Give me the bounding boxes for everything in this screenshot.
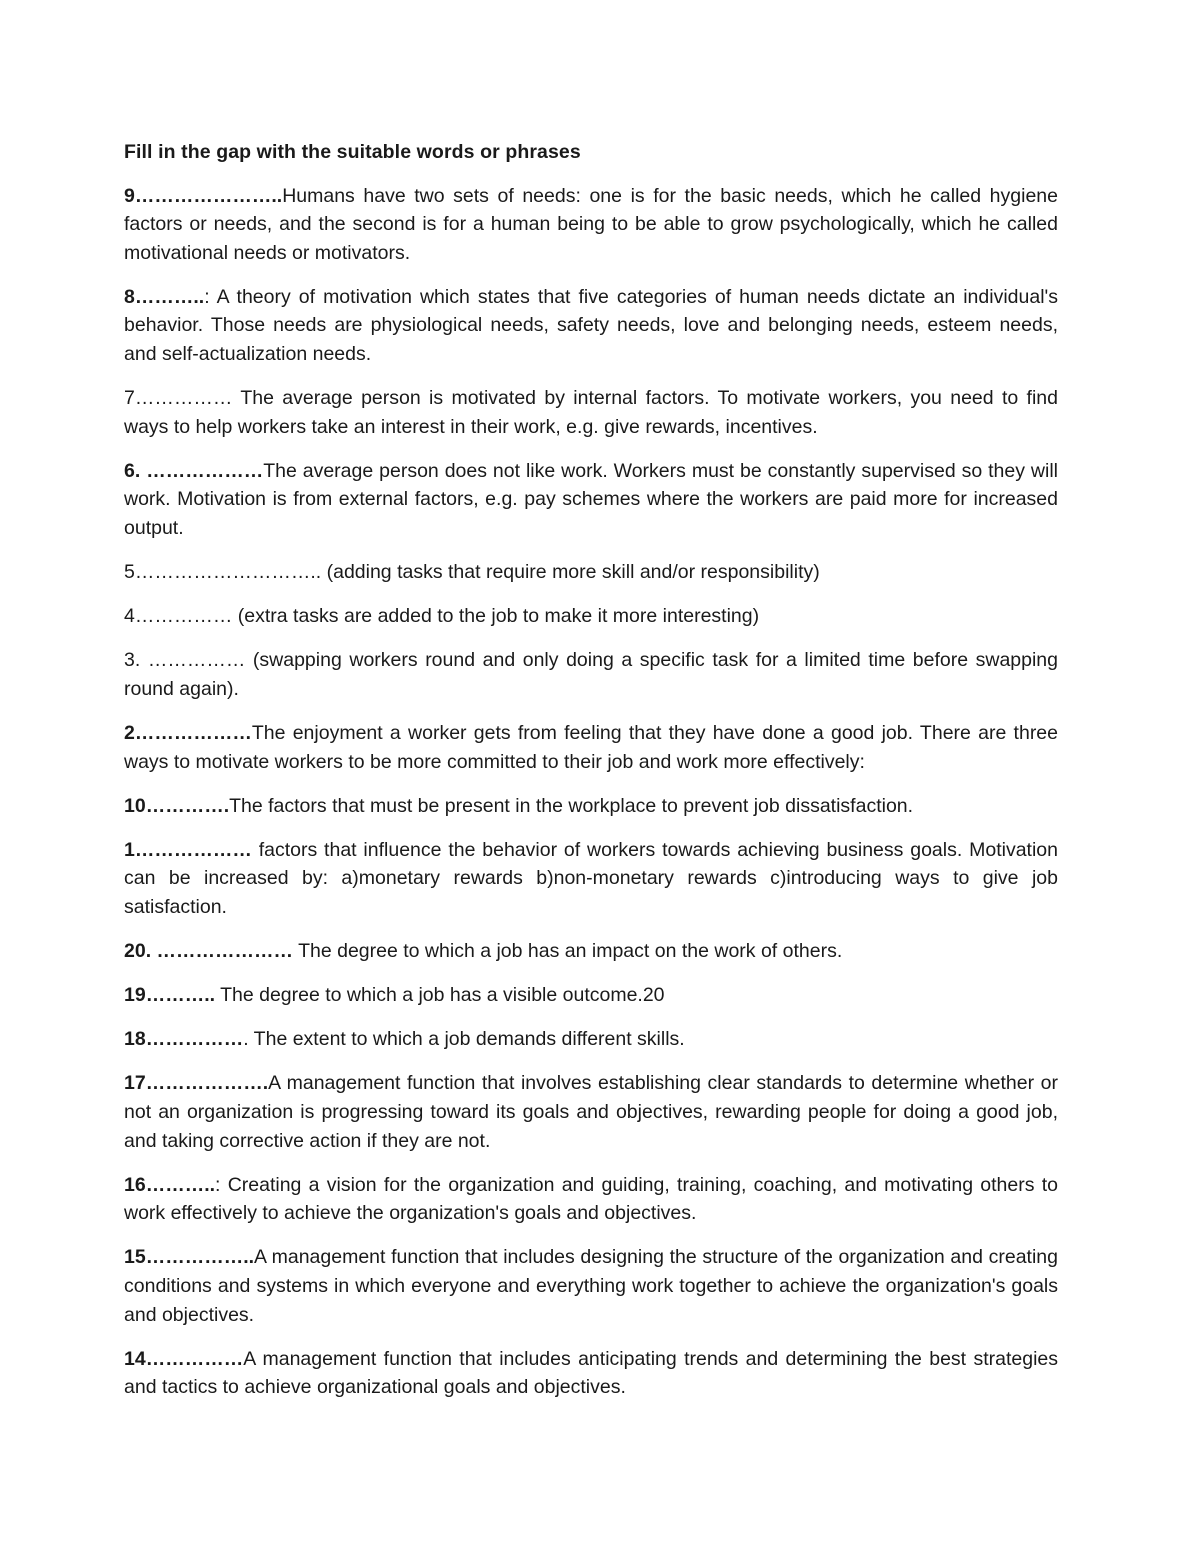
question-text: The average person is motivated by internal factors. To motivate workers, you need to find ways to help workers take an interest in their work, e.g. give rewards, incentives. xyxy=(124,387,1058,438)
question-text: The enjoyment a worker gets from feeling that they have done a good job. There are three ways to motivate workers to be more committed to their job and work more effectively: xyxy=(124,722,1058,773)
question-14 xyxy=(124,1345,1058,1402)
question-text: : A theory of motivation which states that five categories of human needs dictate an individual's behavior. Those needs are physiological needs, safety needs, love and belonging needs, esteem needs, and self-actualization needs. xyxy=(124,285,1058,366)
question-number: 20. ………………… xyxy=(124,940,294,963)
question-number: 16……….. xyxy=(124,1173,216,1196)
question-4 xyxy=(124,602,1058,631)
question-text: The degree to which a job has a visible outcome.20 xyxy=(215,984,665,1007)
question-number: 5……………………….. xyxy=(124,561,322,584)
question-18 xyxy=(124,1025,1058,1054)
question-text: A management function that includes anticipating trends and determining the best strategies and tactics to achieve organizational goals and objectives. xyxy=(124,1347,1058,1399)
question-number: 15…………….. xyxy=(124,1246,255,1269)
question-text: factors that influence the behavior of workers towards achieving business goals. Motivation can be increased by: a)monetary rewards b)non-monetary rewards c)introducing ways to give job satisfaction. xyxy=(124,838,1058,918)
question-2 xyxy=(124,719,1058,776)
question-number: 3. …………… xyxy=(124,649,246,672)
question-text: A management function that involves establishing clear standards to determine whether or not an organization is progressing toward its goals and objectives, rewarding people for doing a good job, and taking corrective action if they are not. xyxy=(124,1072,1058,1152)
question-number: 1……………… xyxy=(124,838,252,861)
question-16 xyxy=(124,1171,1058,1228)
question-1 xyxy=(124,836,1058,922)
question-number: 18…………… xyxy=(124,1028,244,1051)
question-19 xyxy=(124,981,1058,1010)
question-text: . The extent to which a job demands different skills. xyxy=(243,1028,685,1051)
question-text: The degree to which a job has an impact on the work of others. xyxy=(293,940,843,963)
question-number: 19……….. xyxy=(124,984,216,1007)
question-number: 14…………… xyxy=(124,1347,244,1370)
question-text: (adding tasks that require more skill and/or responsibility) xyxy=(321,561,820,584)
question-15 xyxy=(124,1243,1058,1329)
question-9 xyxy=(124,182,1058,268)
question-number: 2……………… xyxy=(124,722,252,744)
question-number: 6. ……………… xyxy=(124,459,264,482)
question-text: : Creating a vision for the organization and guiding, training, coaching, and motivating others to work effectively to achieve the organization's goals and objectives. xyxy=(124,1173,1058,1225)
question-text: (swapping workers round and only doing a specific task for a limited time before swapping round again). xyxy=(124,649,1058,700)
question-text: (extra tasks are added to the job to make it more interesting) xyxy=(232,605,760,628)
question-number: 4…………… xyxy=(124,605,233,628)
question-17 xyxy=(124,1069,1058,1155)
question-number: 7…………… xyxy=(124,387,233,410)
question-8 xyxy=(124,283,1058,369)
document-title: Fill in the gap with the suitable words or phrases xyxy=(124,141,581,163)
question-6 xyxy=(124,457,1058,543)
question-text: Humans have two sets of needs: one is for the basic needs, which he called hygiene factors or needs, and the second is for a human being to be able to grow psychologically, which he called motivational needs or motivators. xyxy=(124,184,1058,264)
question-10 xyxy=(124,792,1058,821)
question-text: The factors that must be present in the workplace to prevent job dissatisfaction. xyxy=(229,794,914,817)
question-text: The average person does not like work. Workers must be constantly supervised so they will work. Motivation is from external factors, e.g. pay schemes where the workers are paid more for increased output. xyxy=(124,459,1058,540)
question-7 xyxy=(124,384,1058,441)
question-5 xyxy=(124,558,1058,587)
question-3 xyxy=(124,646,1058,703)
question-20 xyxy=(124,937,1058,966)
question-number: 9………………….. xyxy=(124,184,283,207)
question-number: 8……….. xyxy=(124,285,205,308)
question-text: A management function that includes designing the structure of the organization and creating conditions and systems in which everyone and everything work together to achieve the organization's goals and objectives. xyxy=(124,1246,1058,1326)
question-number: 10…………. xyxy=(124,794,230,817)
question-number: 17………………. xyxy=(124,1072,269,1095)
document-page xyxy=(124,138,1058,1417)
